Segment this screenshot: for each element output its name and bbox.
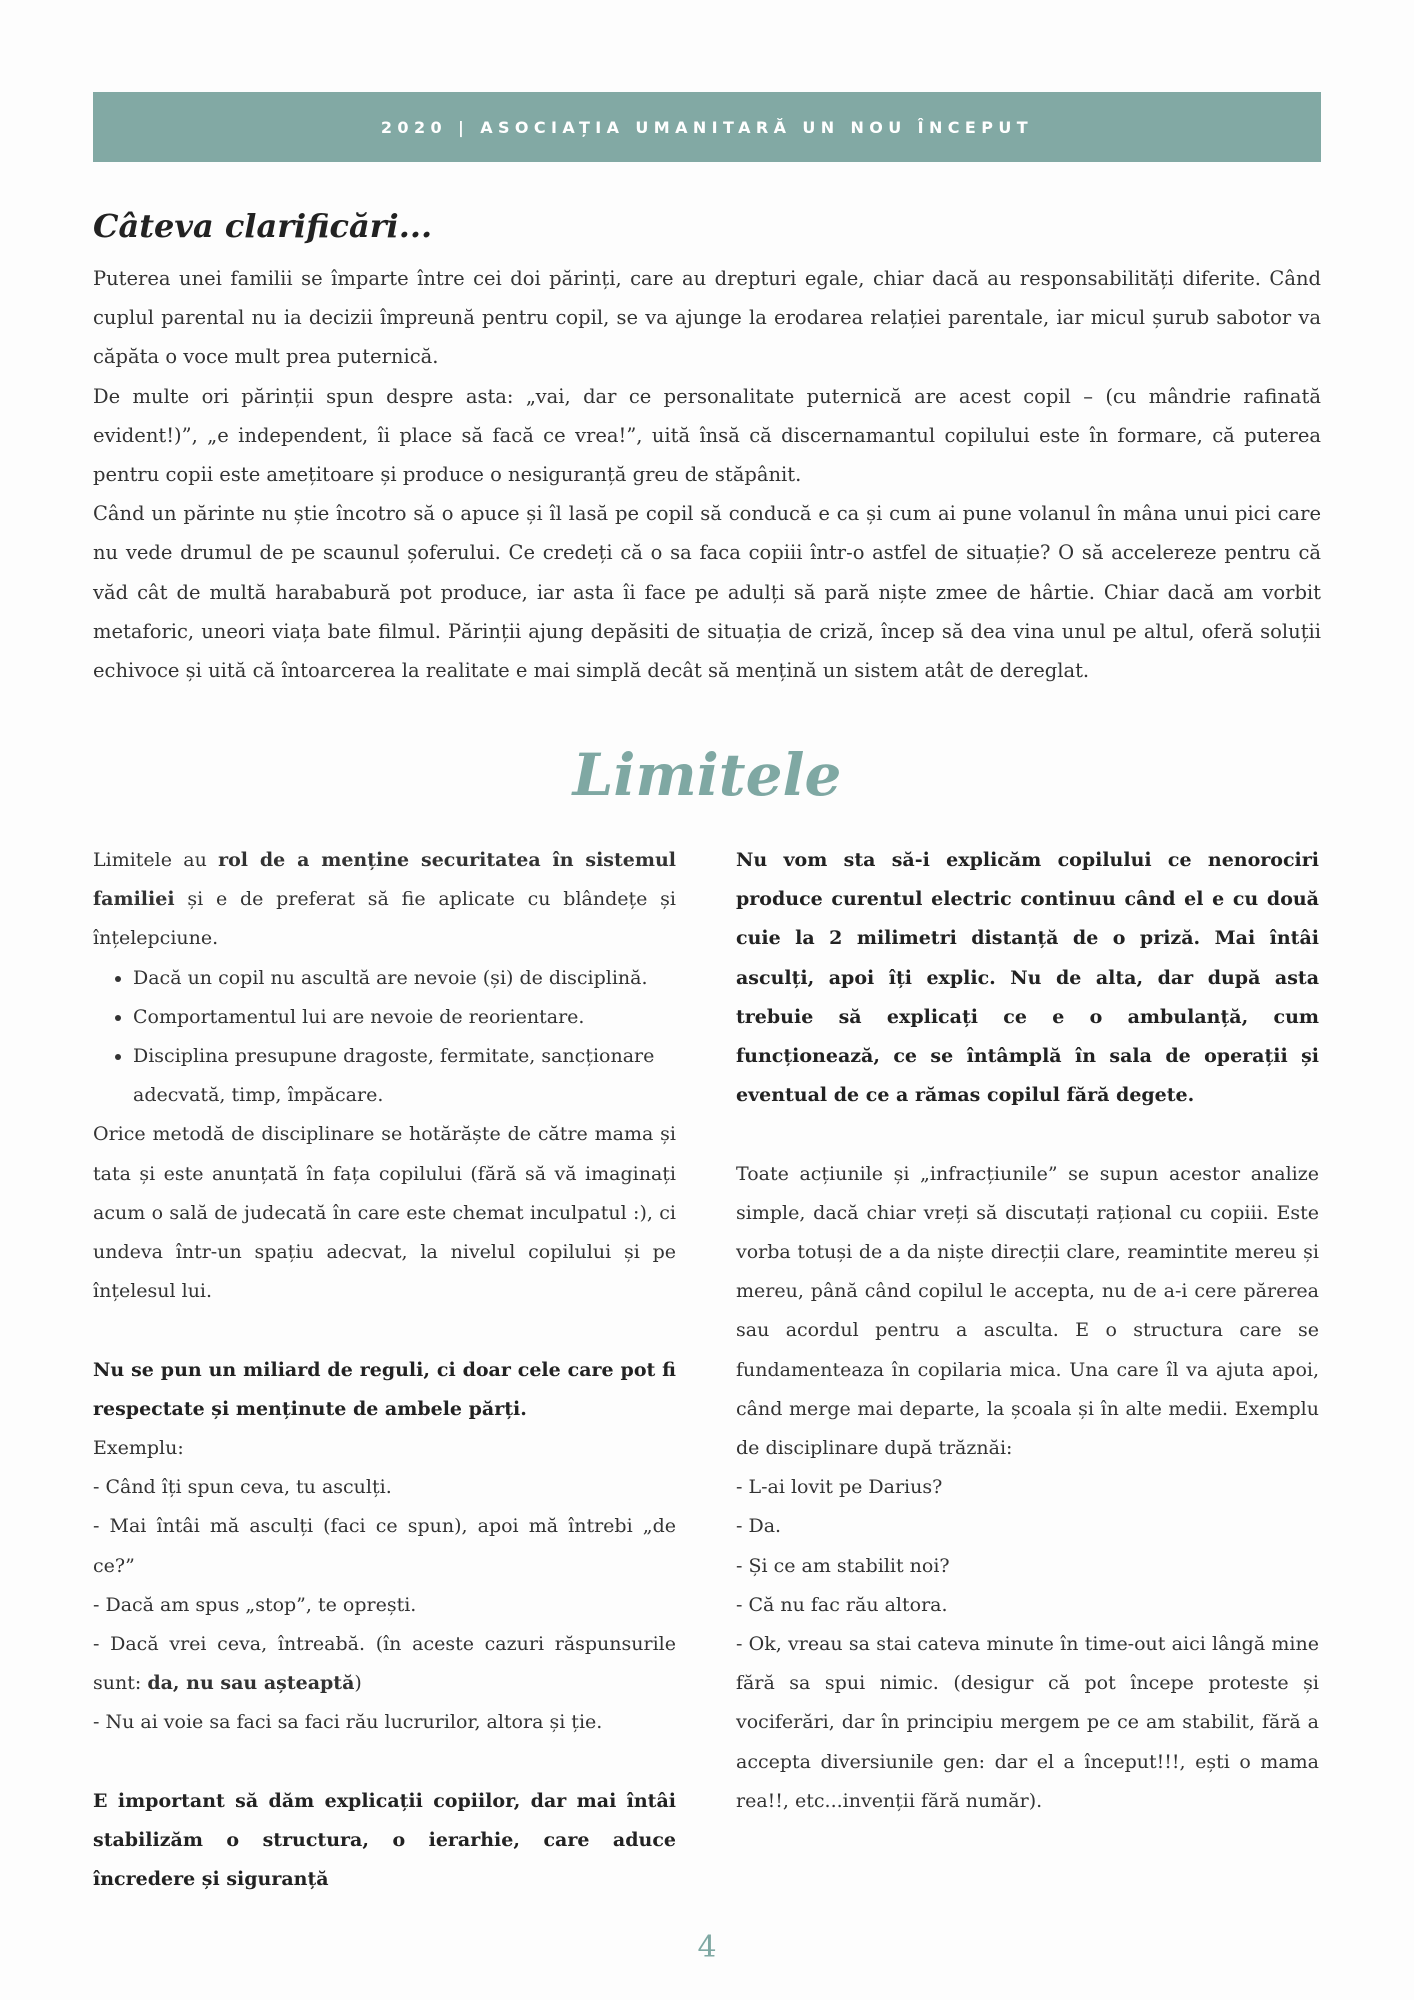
example-line: - Când îți spun ceva, tu asculți. xyxy=(93,1476,392,1499)
intro-paragraph: De multe ori părinții spun despre asta: „vai, dar ce personalitate puternică are acest copil – (cu mândrie rafinată evident!)”, „e independent, îi place să facă ce vrea!”, uită însă că discernamantul copilului este în formare, că puterea pentru copii este amețitoare și produce o nesiguranță greu de stăpânit. xyxy=(93,384,1321,487)
list-item: • Disciplina presupune dragoste, fermitate, sancționare adecvată, timp, împăcare. xyxy=(133,1037,676,1115)
example-label: Exemplu: xyxy=(93,1437,184,1460)
example-line xyxy=(93,1625,676,1703)
limits-paragraph xyxy=(93,841,676,959)
discipline-list xyxy=(93,959,676,1116)
dialog-line: - Și ce am stabilit noi? xyxy=(736,1554,950,1577)
list-item: • Dacă un copil nu ascultă are nevoie (și) de disciplină. xyxy=(133,959,676,998)
right-column xyxy=(736,841,1319,1821)
left-column xyxy=(93,841,676,1899)
rules-paragraph: Nu se pun un miliard de reguli, ci doar cele care pot fi respectate și menținute de ambele părți. xyxy=(93,1358,676,1420)
method-paragraph: Orice metodă de disciplinare se hotărăște de către mama și tata și este anunțată în fața copilului (fără să vă imaginați acum o sală de judecată în care este chemat inculpatul :), ci undeva într-un spațiu adecvat, la nivelul copilului și pe înțelesul lui. xyxy=(93,1123,676,1303)
dialog-line: - Da. xyxy=(736,1515,782,1538)
example-line: - Nu ai voie sa faci sa faci rău lucrurilor, altora și ție. xyxy=(93,1711,603,1734)
example-text: - Dacă vrei ceva, întreabă. (în aceste cazuri răspunsurile sunt: xyxy=(93,1633,676,1695)
intro-text xyxy=(93,259,1321,690)
banner-text: 2020 | ASOCIAȚIA UMANITARĂ UN NOU ÎNCEPUT xyxy=(380,117,1034,137)
spacer xyxy=(736,1115,1319,1154)
dialog-line: - L-ai lovit pe Darius? xyxy=(736,1476,943,1499)
spacer xyxy=(93,1311,676,1350)
limits-bold-text: rol de a menține securitatea în sistemul familiei xyxy=(93,849,676,911)
electric-paragraph: Nu vom sta să-i explicăm copilului ce nenorociri produce curentul electric continuu când el e cu două cuie la 2 milimetri distanță de o priză. Mai întâi asculți, apoi îți explic. Nu de alta, dar după asta trebuie să explicați ce e o ambulanță, cum funcționează, ce se întâmplă în sala de operații și eventual de ce a rămas copilul fără degete. xyxy=(736,849,1319,1107)
dialog-line: - Că nu fac rău altora. xyxy=(736,1593,948,1616)
intro-paragraph: Puterea unei familii se împarte între cei doi părinți, care au drepturi egale, chiar dacă au responsabilități diferite. Când cuplul parental nu ia decizii împreună pentru copil, se va ajunge la erodarea relației parentale, iar micul șurub sabotor va căpăta o voce mult prea puternică. xyxy=(93,267,1321,369)
spacer xyxy=(93,1743,676,1782)
example-line: - Mai întâi mă asculți (faci ce spun), apoi mă întrebi „de ce?” xyxy=(93,1515,676,1577)
intro-heading: Câteva clarificări... xyxy=(93,207,433,245)
dialog-line: - Ok, vreau sa stai cateva minute în time-out aici lângă mine fără sa spui nimic. (desigur că pot începe proteste și vociferări, dar în principiu mergem pe ce am stabilit, fără a accepta diversiunile gen: dar el a început!!!, ești o mama rea!!, etc...invenții fără număr). xyxy=(736,1633,1319,1812)
example-line: - Dacă am spus „stop”, te oprești. xyxy=(93,1593,417,1616)
closing-paragraph: E important să dăm explicații copiilor, dar mai întâi stabilizăm o structura, o ierarhie, care aduce încredere și siguranță xyxy=(93,1789,676,1891)
example-bold-text: da, nu sau așteaptă xyxy=(147,1672,355,1695)
limits-tail-text: și e de preferat să fie aplicate cu blândețe și înțelepciune. xyxy=(93,888,676,950)
page-number: 4 xyxy=(697,1930,717,1965)
section-title: Limitele xyxy=(572,741,842,809)
limits-intro-text: Limitele au xyxy=(93,849,219,871)
actions-paragraph: Toate acțiunile și „infracțiunile” se supun acestor analize simple, dacă chiar vreți să discutați rațional cu copiii. Este vorba totuși de a da niște direcții clare, reamintite mereu și mereu, până când copilul le accepta, nu de a-i cere părerea sau acordul pentru a asculta. E o structura care se fundamenteaza în copilaria mica. Una care îl va ajuta apoi, când merge mai departe, la școala și în alte medii. Exemplu de disciplinare după trăznăi: xyxy=(736,1162,1319,1460)
example-text: ) xyxy=(354,1672,362,1695)
intro-paragraph: Când un părinte nu știe încotro să o apuce și îl lasă pe copil să conducă e ca și cum ai pune volanul în mâna unui pici care nu vede drumul de pe scaunul șoferului. Ce credeți că o sa faca copiii într-o astfel de situație? O să accelereze pentru că văd cât de multă harababură pot produce, iar asta îi face pe adulți să pară niște zmee de hârtie. Chiar dacă am vorbit metaforic, uneori viața bate filmul. Părinții ajung depăsiti de situația de criză, încep să dea vina unul pe altul, oferă soluții echivoce și uită că întoarcerea la realitate e mai simplă decât să mențină un sistem atât de dereglat. xyxy=(93,502,1321,683)
list-item: • Comportamentul lui are nevoie de reorientare. xyxy=(133,998,676,1037)
header-banner xyxy=(93,92,1321,162)
